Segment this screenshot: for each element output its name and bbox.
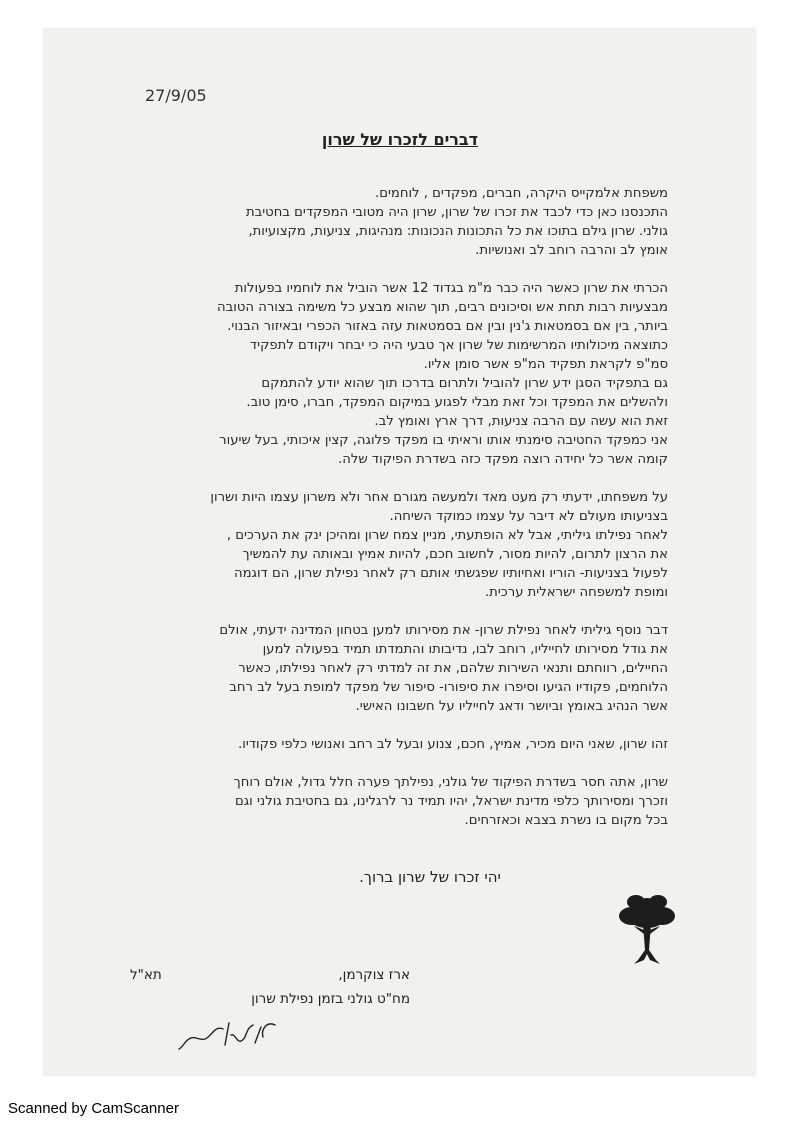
letter-paragraph bbox=[112, 621, 668, 716]
letter-line: בכל מקום בו נשרת בצבא וכאזרחים. bbox=[464, 813, 668, 828]
letter-line: את הרצון לתרום, להיות מסור, לחשוב חכם, להיות אמיץ ובאותה עת להמשיך bbox=[242, 547, 668, 562]
letter-line: אני כמפקד החטיבה סימנתי אותו וראיתי בו מפקד פלוגה, קצין איכותי, בעל שיעור bbox=[219, 433, 668, 448]
letter-line: דבר נוסף גיליתי לאחר נפילת שרון- את מסירותו למען בטחון המדינה ידעתי, אולם bbox=[219, 623, 668, 638]
letter-line: ולהשלים את המפקד וכל זאת מבלי לפגוע במיקום המפקד, חברו, סימן טוב. bbox=[246, 395, 668, 410]
letter-line: את גודל מסירותו לחייליו, רוחב לבו, נדיבותו והתמדתו תמיד בפעולה למען bbox=[262, 642, 668, 657]
scanner-watermark: Scanned by CamScanner bbox=[8, 1100, 179, 1117]
letter-line: משפחת אלמקייס היקרה, חברים, מפקדים , לוחמים. bbox=[375, 186, 668, 201]
letter-line: ביותר, בין אם בסמטאות ג'נין ובין אם בסמטאות עזה באזור הכפרי ובאיזור הבנוי. bbox=[227, 319, 668, 334]
letter-body bbox=[112, 184, 668, 849]
letter-line: בצניעותו מעולם לא דיבר על עצמו כמוקד השיחה. bbox=[389, 509, 668, 524]
letter-line: כתוצאה מיכולותיו המרשימות של שרון אך טבעי היה כי יבחר ויקודם לתפקיד bbox=[249, 338, 668, 353]
letter-line: גם בתפקיד הסגן ידע שרון להוביל ולתרום בדרכו תוך שהוא יודע להתמקם bbox=[261, 376, 668, 391]
letter-line: אומץ לב והרבה רוחב לב ואנושיות. bbox=[475, 243, 668, 258]
letter-line: זאת הוא עשה עם הרבה צניעות, דרך ארץ ואומץ לב. bbox=[374, 414, 668, 429]
letter-line: לאחר נפילתו גיליתי, אבל לא הופתעתי, מניין צמח שרון ומהיכן ינק את הערכים , bbox=[226, 528, 668, 543]
letter-date: 27/9/05 bbox=[145, 86, 207, 105]
letter-line: החיילים, רווחתם ותנאי השירות שלהם, את זה למדתי רק לאחר נפילתו, כאשר bbox=[238, 661, 668, 676]
signature-block bbox=[130, 963, 410, 1011]
letter-line: מבצעיות רבות תחת אש וסיכונים רבים, תוך שהוא מבצע כל משימה בצורה הטובה bbox=[217, 300, 668, 315]
letter-line: לפעול בצניעות- הוריו ואחיותיו שפגשתי אותם רק לאחר נפילת שרון, הם דוגמה bbox=[233, 566, 668, 581]
signer-name: ארז צוקרמן, bbox=[338, 967, 410, 983]
letter-line: וזכרך ומסירותך כלפי מדינת ישראל, יהיו תמיד נר לרגלינו, גם בחטיבת גולני וגם bbox=[235, 794, 668, 809]
signer-rank: תא"ל bbox=[130, 967, 162, 983]
letter-line: על משפחתו, ידעתי רק מעט מאד ולמעשה מגורם אחר ולא משרון עצמו היות ושרון bbox=[210, 490, 668, 505]
letter-paragraph bbox=[112, 488, 668, 602]
letter-line: שרון, אתה חסר בשדרת הפיקוד של גולני, נפילתך פערה חלל גדול, אולם רוחך bbox=[233, 775, 668, 790]
letter-line: אשר הנהיג באומץ וביושר ודאג לחייליו על חשבונו האישי. bbox=[355, 699, 668, 714]
letter-line: התכנסנו כאן כדי לכבד את זכרו של שרון, שרון היה מטובי המפקדים בחטיבת bbox=[245, 205, 668, 220]
closing-line: יהי זכרו של שרון ברוך. bbox=[359, 868, 501, 886]
letter-line: גולני. שרון גילם בתוכו את כל התכונות הנכונות: מנהיגות, צניעות, מקצועיות, bbox=[248, 224, 668, 239]
letter-line: סמ"פ לקראת תפקיד המ"פ אשר סומן אליו. bbox=[423, 357, 668, 372]
letter-line: קומה אשר כל יחידה רוצה מפקד כזה בשדרת הפיקוד שלה. bbox=[338, 452, 668, 467]
letter-title: דברים לזכרו של שרון bbox=[321, 130, 479, 149]
letter-line: זהו שרון, שאני היום מכיר, אמיץ, חכם, צנוע ובעל לב רחב ואנושי כלפי פקודיו. bbox=[238, 737, 668, 752]
golani-tree-icon bbox=[614, 890, 680, 970]
letter-line: הלוחמים, פקודיו הגיעו וסיפרו את סיפורו- סיפור של מפקד למופת בעל לב רחב bbox=[229, 680, 668, 695]
letter-paragraph bbox=[112, 184, 668, 260]
letter-paragraph bbox=[112, 279, 668, 469]
letter-paragraph bbox=[112, 735, 668, 754]
signer-role: מח"ט גולני בזמן נפילת שרון bbox=[251, 991, 410, 1007]
letter-line: ומופת למשפחה ישראלית ערכית. bbox=[484, 585, 668, 600]
letter-paragraph bbox=[112, 773, 668, 830]
handwritten-signature-icon bbox=[175, 1015, 285, 1055]
letter-line: הכרתי את שרון כאשר היה כבר מ"מ בגדוד 12 אשר הוביל את לוחמיו בפעולות bbox=[234, 281, 668, 296]
